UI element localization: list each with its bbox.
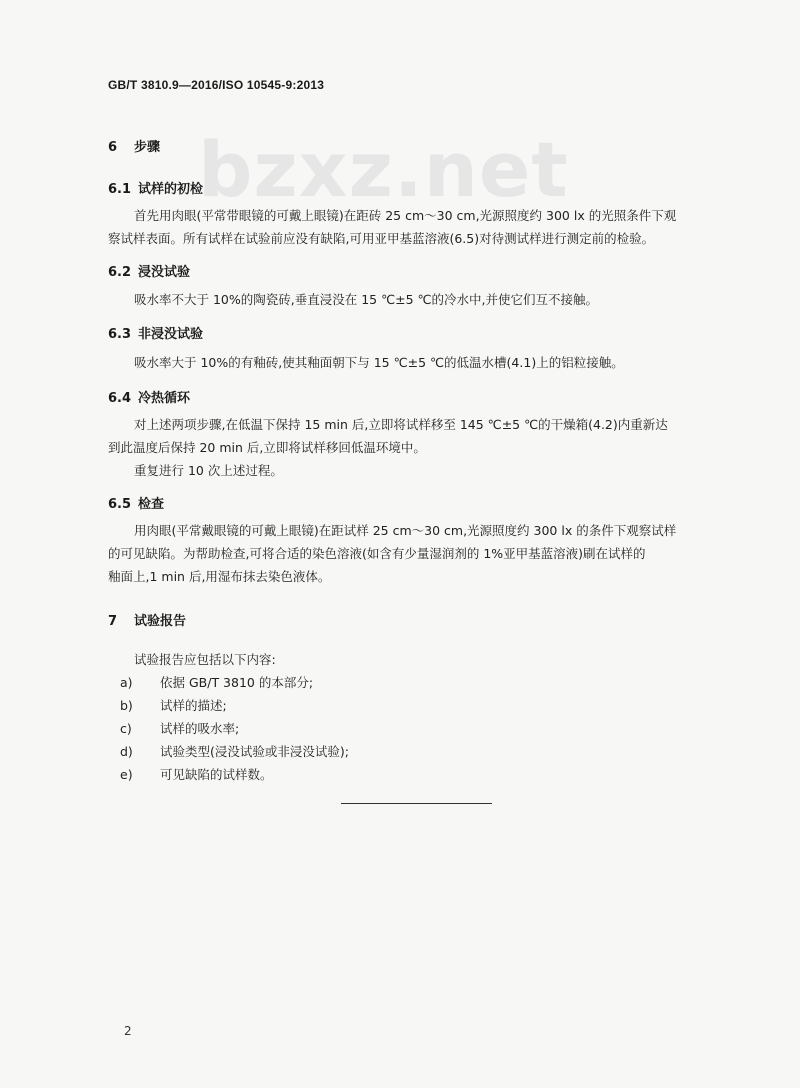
- list-text: 试样的吸水率;: [160, 721, 240, 736]
- section-title: 冷热循环: [138, 391, 191, 406]
- section-number: 6.1: [108, 182, 132, 197]
- section-title: 浸没试验: [138, 265, 191, 280]
- section-6-1-heading: [108, 178, 203, 197]
- section-title: 步骤: [134, 140, 161, 155]
- watermark-text: bzxz.net: [198, 125, 569, 214]
- list-marker: d): [120, 744, 133, 759]
- section-title: 非浸没试验: [138, 327, 204, 342]
- paragraph-line: 重复进行 10 次上述过程。: [134, 463, 283, 478]
- section-title: 检查: [138, 497, 165, 512]
- list-text: 依据 GB/T 3810 的本部分;: [160, 675, 314, 690]
- list-text: 试样的描述;: [160, 698, 227, 713]
- list-item: [120, 717, 239, 740]
- list-marker: e): [120, 767, 133, 782]
- list-item: [120, 671, 313, 694]
- section-6-2-heading: [108, 261, 190, 280]
- page-number: 2: [124, 1024, 132, 1038]
- paragraph-line: 对上述两项步骤,在低温下保持 15 min 后,立即将试样移至 145 ℃±5 ℃的干燥箱(4.2)内重新达: [134, 417, 668, 432]
- section-number: 6.3: [108, 327, 132, 342]
- section-number: 6.5: [108, 497, 132, 512]
- list-text: 试验类型(浸没试验或非浸没试验);: [160, 744, 349, 759]
- paragraph-line: 釉面上,1 min 后,用湿布抹去染色液体。: [108, 569, 331, 584]
- section-6-heading: [108, 136, 160, 155]
- section-6-4-heading: [108, 387, 190, 406]
- section-number: 7: [108, 614, 118, 629]
- paragraph-line: 到此温度后保持 20 min 后,立即将试样移回低温环境中。: [108, 440, 426, 455]
- report-intro: 试验报告应包括以下内容:: [134, 652, 276, 667]
- paragraph-line: 用肉眼(平常戴眼镜的可戴上眼镜)在距试样 25 cm～30 cm,光源照度约 300 lx 的条件下观察试样: [134, 523, 677, 538]
- section-number: 6: [108, 140, 118, 155]
- section-7-heading: [108, 610, 186, 629]
- list-text: 可见缺陷的试样数。: [160, 767, 273, 782]
- section-title: 试验报告: [134, 614, 187, 629]
- paragraph-line: 首先用肉眼(平常带眼镜的可戴上眼镜)在距砖 25 cm～30 cm,光源照度约 300 lx 的光照条件下观: [134, 208, 677, 223]
- end-rule: [341, 803, 492, 804]
- paragraph-line: 的可见缺陷。为帮助检查,可将合适的染色溶液(如含有少量湿润剂的 1%亚甲基蓝溶液)刷在试样的: [108, 546, 646, 561]
- list-item: [120, 763, 273, 786]
- list-marker: a): [120, 675, 133, 690]
- list-item: [120, 694, 227, 717]
- section-title: 试样的初检: [138, 182, 204, 197]
- list-marker: c): [120, 721, 132, 736]
- section-6-3-heading: [108, 323, 203, 342]
- paragraph-line: 吸水率不大于 10%的陶瓷砖,垂直浸没在 15 ℃±5 ℃的冷水中,并使它们互不接触。: [134, 292, 599, 307]
- paragraph-line: 吸水率大于 10%的有釉砖,使其釉面朝下与 15 ℃±5 ℃的低温水槽(4.1)上的铝粒接触。: [134, 355, 624, 370]
- standard-identifier: GB/T 3810.9—2016/ISO 10545-9:2013: [108, 78, 325, 92]
- section-number: 6.2: [108, 265, 132, 280]
- paragraph-line: 察试样表面。所有试样在试验前应没有缺陷,可用亚甲基蓝溶液(6.5)对待测试样进行测定前的检验。: [108, 231, 655, 246]
- section-number: 6.4: [108, 391, 132, 406]
- section-6-5-heading: [108, 493, 164, 512]
- list-item: [120, 740, 349, 763]
- list-marker: b): [120, 698, 133, 713]
